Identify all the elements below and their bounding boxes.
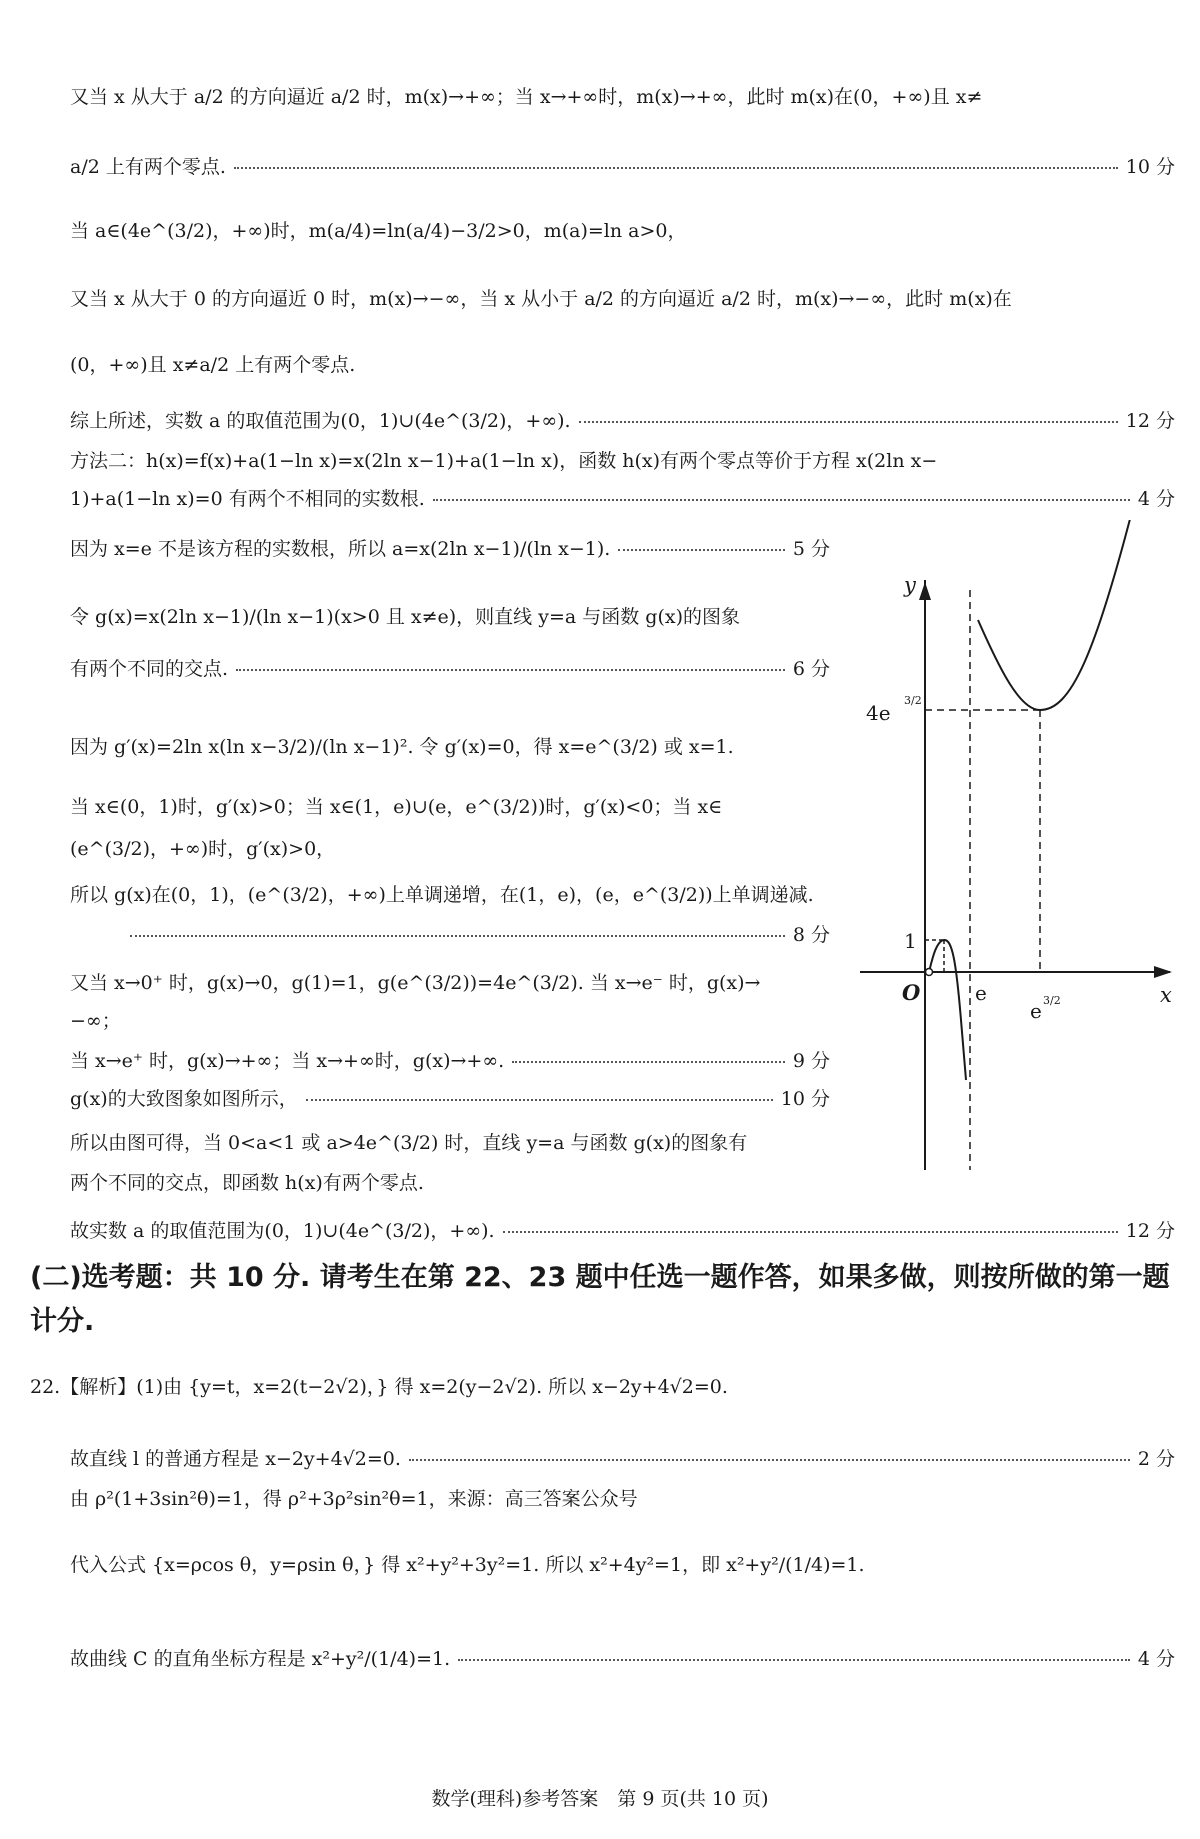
x-axis-arrow [1154,966,1172,978]
dotted-leader [130,935,785,937]
text-line: a/2 上有两个零点. [70,156,226,178]
scored-line [70,540,830,559]
score-label: 2 分 [1137,1448,1175,1470]
dotted-leader [579,421,1118,423]
scored-line [70,1450,1175,1469]
text-line: 22.【解析】(1)由 {y=t，x=2(t−2√2)，} 得 x=2(y−2√2). 所以 x−2y+4√2=0. [30,1376,728,1398]
text-line: 因为 x=e 不是该方程的实数根，所以 a=x(2ln x−1)/(ln x−1). [70,538,611,560]
text-line: 方法二：h(x)=f(x)+a(1−ln x)=x(2ln x−1)+a(1−ln x)，函数 h(x)有两个零点等价于方程 x(2ln x− [70,450,938,472]
score-label: 8 分 [792,924,830,946]
scored-line [70,660,830,679]
scored-line [70,158,1175,177]
text-line: −∞； [70,1010,121,1032]
section-heading: (二)选考题：共 10 分. 请考生在第 22、23 题中任选一题作答，如果多做，则按所做的第一题计分. [30,1262,1170,1337]
score-label: 4 分 [1137,1648,1175,1670]
score-label: 5 分 [792,538,830,560]
dotted-leader [458,1659,1130,1661]
text-line: 两个不同的交点，即函数 h(x)有两个零点. [70,1172,424,1194]
text-line: (e^(3/2)，+∞)时，g′(x)>0， [70,838,336,860]
score-label: 9 分 [792,1050,830,1072]
left-branch-curve [929,940,966,1080]
score-label: 6 分 [792,658,830,680]
text-line: 又当 x 从大于 0 的方向逼近 0 时，m(x)→−∞，当 x 从小于 a/2 的方向逼近 a/2 时，m(x)→−∞，此时 m(x)在 [70,288,1012,310]
dotted-leader [433,499,1130,501]
text-line: 有两个不同的交点. [70,658,229,680]
page-footer: 数学(理科)参考答案 第 9 页(共 10 页) [431,1788,769,1810]
dotted-leader [234,167,1118,169]
text-line: 当 a∈(4e^(3/2)，+∞)时，m(a/4)=ln(a/4)−3/2>0，m(a)=ln a>0， [70,220,687,242]
origin-label: O [902,980,921,1005]
x-axis-label: x [1160,983,1172,1007]
tick-label-4e: 4e [866,701,891,725]
text-line: 代入公式 {x=ρcos θ，y=ρsin θ，} 得 x²+y²+3y²=1. 所以 x²+4y²=1，即 x²+y²/(1/4)=1. [70,1554,865,1576]
text-line: 令 g(x)=x(2ln x−1)/(ln x−1)(x>0 且 x≠e)，则直线 y=a 与函数 g(x)的图象 [70,606,740,628]
dotted-leader [306,1099,773,1101]
text-line: 故直线 l 的普通方程是 x−2y+4√2=0. [70,1448,401,1470]
text-line: 所以由图可得，当 0<a<1 或 a>4e^(3/2) 时，直线 y=a 与函数 g(x)的图象有 [70,1132,748,1154]
dotted-leader [618,549,785,551]
scored-line [70,1052,830,1071]
score-label: 10 分 [1125,156,1175,178]
dotted-leader [409,1459,1130,1461]
score-label: 12 分 [1125,410,1175,432]
tick-label-4e-exp: 3/2 [904,694,922,707]
scored-line [70,490,1175,509]
dotted-leader [236,669,785,671]
y-axis-label: y [904,573,916,597]
function-graph [840,520,1180,1180]
dotted-leader [512,1061,785,1063]
dotted-leader [503,1231,1118,1233]
tick-label-e: e [975,981,987,1005]
text-line: 故曲线 C 的直角坐标方程是 x²+y²/(1/4)=1. [70,1648,451,1670]
text-line: 因为 g′(x)=2ln x(ln x−3/2)/(ln x−1)². 令 g′(x)=0，得 x=e^(3/2) 或 x=1. [70,736,734,758]
scored-line [122,926,830,945]
tick-label-e32: e [1030,999,1042,1023]
scored-line [70,1090,830,1109]
tick-label-e32-exp: 3/2 [1043,994,1061,1007]
text-line: 又当 x 从大于 a/2 的方向逼近 a/2 时，m(x)→+∞；当 x→+∞时，m(x)→+∞，此时 m(x)在(0，+∞)且 x≠ [70,86,983,108]
text-line: 由 ρ²(1+3sin²θ)=1，得 ρ²+3ρ²sin²θ=1，来源：高三答案公众号 [70,1488,638,1510]
scored-line [70,412,1175,431]
scored-line [70,1650,1175,1669]
tick-label-1: 1 [904,929,917,953]
score-label: 10 分 [780,1088,830,1110]
text-line: 又当 x→0⁺ 时，g(x)→0，g(1)=1，g(e^(3/2))=4e^(3/2). 当 x→e⁻ 时，g(x)→ [70,972,761,994]
text-line: 当 x→e⁺ 时，g(x)→+∞；当 x→+∞时，g(x)→+∞. [70,1050,505,1072]
text-line: (0，+∞)且 x≠a/2 上有两个零点. [70,354,356,376]
y-axis-arrow [919,582,931,600]
text-line: 综上所述，实数 a 的取值范围为(0，1)∪(4e^(3/2)，+∞). [70,410,571,432]
text-line: 1)+a(1−ln x)=0 有两个不相同的实数根. [70,488,425,510]
text-line: g(x)的大致图象如图所示， [70,1088,298,1110]
open-point [926,969,933,976]
text-line: 当 x∈(0，1)时，g′(x)>0；当 x∈(1，e)∪(e，e^(3/2))时，g′(x)<0；当 x∈ [70,796,723,818]
text-line: 所以 g(x)在(0，1)，(e^(3/2)，+∞)上单调递增，在(1，e)，(e，e^(3/2))上单调递减. [70,884,814,906]
score-label: 4 分 [1137,488,1175,510]
text-line: 故实数 a 的取值范围为(0，1)∪(4e^(3/2)，+∞). [70,1220,495,1242]
right-branch-curve [978,520,1140,710]
score-label: 12 分 [1125,1220,1175,1242]
scored-line [70,1222,1175,1241]
